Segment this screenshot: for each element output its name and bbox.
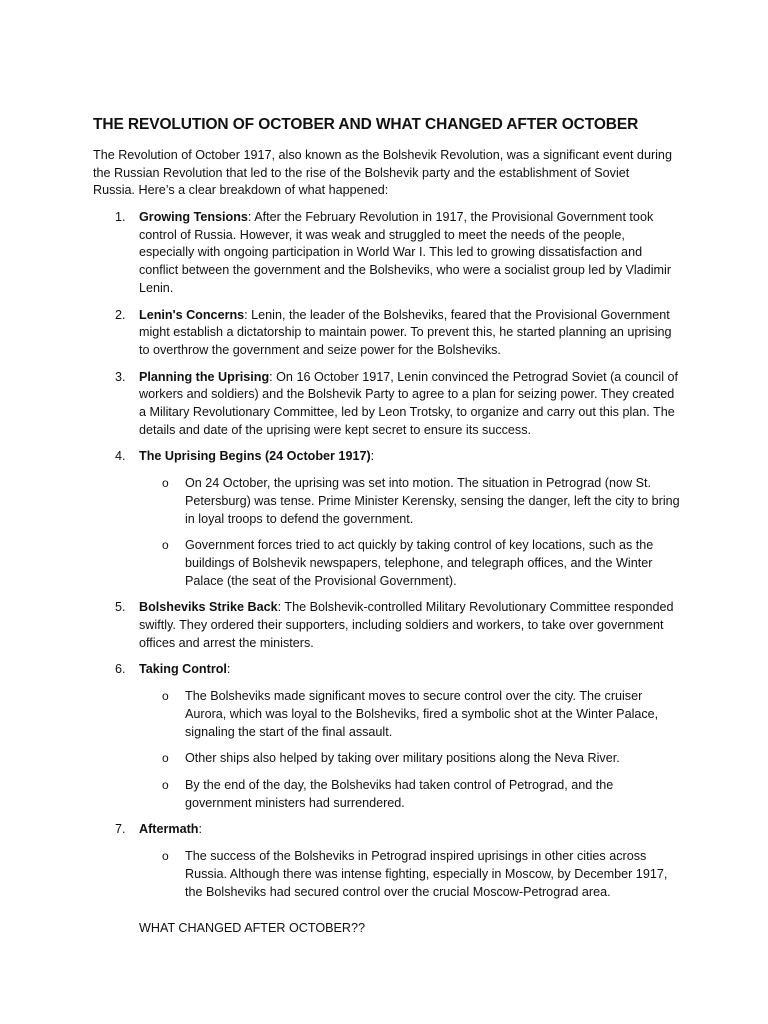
list-item-text: Lenin, the leader of the Bolsheviks, feared that the Provisional Government might establish a dictatorship to maintain power. To prevent this, he started planning an uprising to overthrow the government and seize power for the Bolsheviks.: [139, 307, 672, 357]
sub-list-item: [139, 777, 683, 812]
list-item-number: 1.: [115, 210, 126, 224]
list-item-separator: :: [370, 449, 375, 464]
closing-heading: WHAT CHANGED AFTER OCTOBER??: [139, 921, 366, 935]
list-item: [93, 599, 683, 652]
sub-list-item-text: The success of the Bolsheviks in Petrograd inspired uprisings in other cities across Russia. Although there was intense fighting, especially in Moscow, by December 1917, the Bolsheviks had secured control over the crucial Moscow-Petrograd area.: [185, 849, 668, 899]
sub-list: [139, 475, 683, 590]
list-item-number: 5.: [115, 600, 126, 615]
circle-bullet-icon: o: [162, 538, 169, 553]
list-item-separator: :: [226, 662, 231, 677]
sub-list-item: [139, 475, 683, 528]
list-item-separator: :: [247, 210, 252, 224]
list-item-number: 4.: [115, 449, 126, 464]
intro-paragraph: The Revolution of October 1917, also known as the Bolshevik Revolution, was a significant event during the Russian Revolution that led to the rise of the Bolshevik party and the establishment of Soviet Russia. Here’s a clear breakdown of what happened:: [93, 148, 672, 198]
list-item-text: After the February Revolution in 1917, the Provisional Government took control of Russia. However, it was weak and struggled to meet the needs of the people, especially with ongoing participation in World War I. This led to growing dissatisfaction and conflict between the government and the Bolsheviks, who were a socialist group led by Vladimir Lenin.: [139, 210, 672, 295]
sub-list-item-text: The Bolsheviks made significant moves to secure control over the city. The cruiser Aurora, which was loyal to the Bolsheviks, fired a symbolic shot at the Winter Palace, signaling the start of the final assault.: [185, 689, 659, 739]
list-item-text: On 16 October 1917, Lenin convinced the Petrograd Soviet (a council of workers and soldiers) and the Bolshevik Party to agree to a plan for seizing power. They created a Military Revolutionary Committee, led by Leon Trotsky, to organize and carry out this plan. The details and date of the uprising were kept secret to ensure its success.: [139, 369, 678, 437]
sub-list-item-text: By the end of the day, the Bolsheviks had taken control of Petrograd, and the government ministers had surrendered.: [185, 777, 614, 810]
list-item-heading: Aftermath: [139, 822, 199, 837]
numbered-list: [93, 209, 683, 910]
list-item-separator: :: [269, 369, 273, 384]
list-item-heading: Planning the Uprising: [139, 369, 270, 384]
list-item-heading: Growing Tensions: [139, 210, 248, 224]
list-item-separator: :: [244, 307, 248, 322]
circle-bullet-icon: o: [162, 777, 169, 792]
circle-bullet-icon: o: [162, 849, 169, 864]
list-item-separator: :: [198, 822, 202, 837]
circle-bullet-icon: o: [162, 689, 169, 704]
list-item-heading: Bolsheviks Strike Back: [139, 600, 278, 615]
sub-list-item-text: Government forces tried to act quickly by taking control of key locations, such as the buildings of Bolshevik newspapers, telephone, and telegraph offices, and the Winter Palace (the seat of the Provisional Government).: [185, 538, 654, 588]
page-title: THE REVOLUTION OF OCTOBER AND WHAT CHANGED AFTER OCTOBER: [93, 116, 639, 133]
list-item-number: 3.: [115, 369, 126, 384]
sub-list-item: [139, 688, 683, 741]
list-item-number: 6.: [115, 662, 126, 677]
circle-bullet-icon: o: [162, 476, 169, 491]
list-item: [93, 448, 683, 590]
list-item: [93, 821, 683, 901]
list-item-separator: :: [277, 600, 282, 615]
list-item: [93, 369, 683, 440]
list-item-number: 7.: [115, 822, 126, 837]
list-item: [93, 661, 683, 812]
sub-list-item: [139, 537, 683, 590]
sub-list: [139, 688, 683, 812]
list-item-heading: Taking Control: [139, 662, 227, 677]
circle-bullet-icon: o: [162, 751, 169, 766]
list-item-heading: Lenin's Concerns: [139, 307, 245, 322]
sub-list-item: [139, 848, 683, 901]
list-item-number: 2.: [115, 307, 126, 322]
list-item-heading: The Uprising Begins (24 October 1917): [139, 449, 371, 464]
sub-list-item-text: On 24 October, the uprising was set into motion. The situation in Petrograd (now St. Petersburg) was tense. Prime Minister Kerensky, sensing the danger, left the city to bring in loyal troops to defend the government.: [185, 476, 680, 526]
sub-list: [139, 848, 683, 901]
list-item-text: The Bolshevik-controlled Military Revolutionary Committee responded swiftly. They ordered their supporters, including soldiers and workers, to take over government offices and arrest the ministers.: [139, 600, 674, 650]
list-item: [93, 307, 683, 360]
sub-list-item: [139, 750, 683, 768]
list-item: [93, 209, 683, 298]
sub-list-item-text: Other ships also helped by taking over military positions along the Neva River.: [185, 751, 620, 766]
